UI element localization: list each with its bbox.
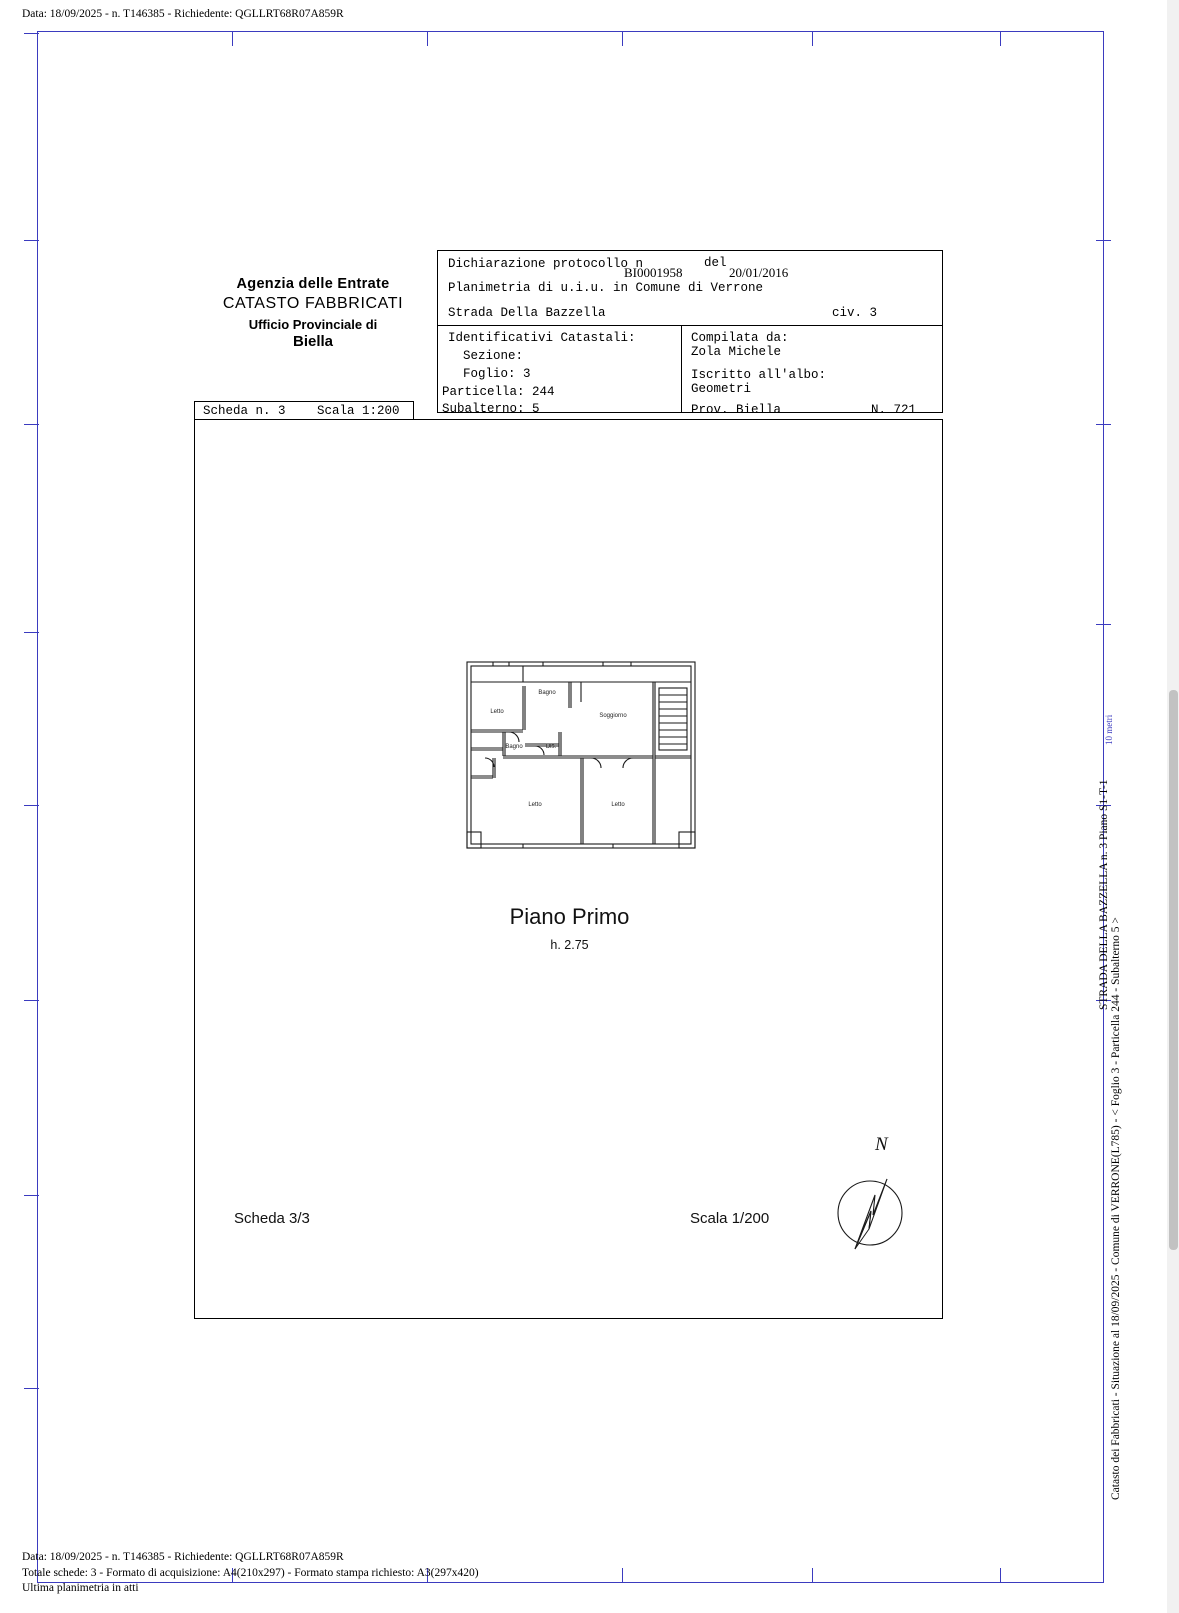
property-address: Strada Della Bazzella [448,306,606,320]
frame-tick-top [427,31,428,46]
frame-tick-right [1096,624,1111,625]
agency-block [196,276,430,350]
page-scrollbar-thumb[interactable] [1169,690,1178,1250]
page-scrollbar[interactable] [1167,0,1179,1613]
frame-tick-right [1096,240,1111,241]
frame-tick-left [24,240,39,241]
frame-tick-right [1096,424,1111,425]
compiled-by-name: Zola Michele [691,345,782,359]
floor-plan-drawing [463,656,703,856]
declaration-date: 20/01/2016 [729,265,789,280]
register-number: N. 721 [871,403,917,417]
protocol-info-box [437,250,943,417]
frame-tick-top [812,31,813,46]
frame-tick-bottom [812,1568,813,1583]
register-value: Geometri [691,382,752,396]
frame-tick-left [24,1195,39,1196]
identifiers-title: Identificativi Catastali: [448,331,636,345]
document-footer-meta-1: Data: 18/09/2025 - n. T146385 - Richiedente: QGLLRT68R07A859R [22,1551,344,1563]
room-label-letto-2: Letto [528,802,542,808]
declaration-number: BI0001958 [624,265,683,280]
side-caption-address: STRADA DELLA BAZZELLA n. 3 Piano S1-T-1 [1098,779,1110,1010]
room-label-soggiorno: Soggiorno [599,713,627,719]
room-label-bagno-2: Bagno [505,744,523,750]
drawing-frame [194,419,943,1319]
frame-tick-left [24,33,39,34]
identifier-foglio: Foglio: 3 [463,367,531,381]
identifier-particella: Particella: 244 [442,385,555,399]
frame-tick-left [24,424,39,425]
scale-ruler-label: 10 metri [1104,714,1114,745]
property-civic-number: civ. 3 [832,306,878,320]
sheet-tab [194,401,414,420]
frame-tick-left [24,805,39,806]
identifier-sezione: Sezione: [463,349,524,363]
north-letter-label: N [875,1134,888,1155]
scale-label: Scala 1/200 [690,1210,770,1227]
sheet-tab-scale: Scala 1:200 [317,404,400,418]
document-header-meta: Data: 18/09/2025 - n. T146385 - Richiedente: QGLLRT68R07A859R [22,8,344,20]
agency-line-3: Ufficio Provinciale di [248,317,378,332]
sheet-tab-number: Scheda n. 3 [203,404,286,418]
protocol-divider-horizontal [438,325,942,326]
plot-frame-top [37,31,1104,32]
room-label-bagno-1: Bagno [538,690,556,696]
frame-tick-bottom [622,1568,623,1583]
sheet-count-label: Scheda 3/3 [234,1210,310,1227]
agency-line-2: CATASTO FABBRICATI [222,295,404,312]
frame-tick-top [622,31,623,46]
plot-frame-left [37,31,38,1582]
side-caption-catasto: Catasto dei Fabbricati - Situazione al 18/09/2025 - Comune di VERRONE(L785) - < Foglio 3 - Particella 244 - Subalterno 5 > [1110,917,1122,1500]
register-province: Prov. Biella [691,403,782,417]
frame-tick-top [232,31,233,46]
planimetry-line: Planimetria di u.i.u. in Comune di Verrone [448,281,764,295]
compass-north-icon [825,1165,915,1260]
frame-tick-top [1000,31,1001,46]
register-title: Iscritto all'albo: [691,368,827,382]
agency-line-1: Agenzia delle Entrate [236,276,390,292]
frame-tick-left [24,1388,39,1389]
frame-tick-bottom [1000,1568,1001,1583]
identifier-subalterno: Subalterno: 5 [442,402,540,416]
document-footer-meta-3: Ultima planimetria in atti [22,1582,139,1594]
compiled-by-title: Compilata da: [691,331,789,345]
plot-frame-bottom [37,1582,1104,1583]
frame-tick-left [24,632,39,633]
protocol-divider-vertical [681,325,682,413]
frame-tick-left [24,1000,39,1001]
document-footer-meta-2: Totale schede: 3 - Formato di acquisizione: A4(210x297) - Formato stampa richiesto: A3(297x420) [22,1567,479,1579]
agency-line-4: Biella [292,333,334,350]
room-label-disimpegno: Dis. [545,744,557,750]
room-label-letto-3: Letto [611,802,625,808]
floor-height: h. 2.75 [550,938,589,952]
room-label-letto-1: Letto [490,709,504,715]
declaration-label: Dichiarazione protocollo n [448,257,644,271]
floor-title: Piano Primo [509,904,630,929]
del-label: del [704,256,727,270]
